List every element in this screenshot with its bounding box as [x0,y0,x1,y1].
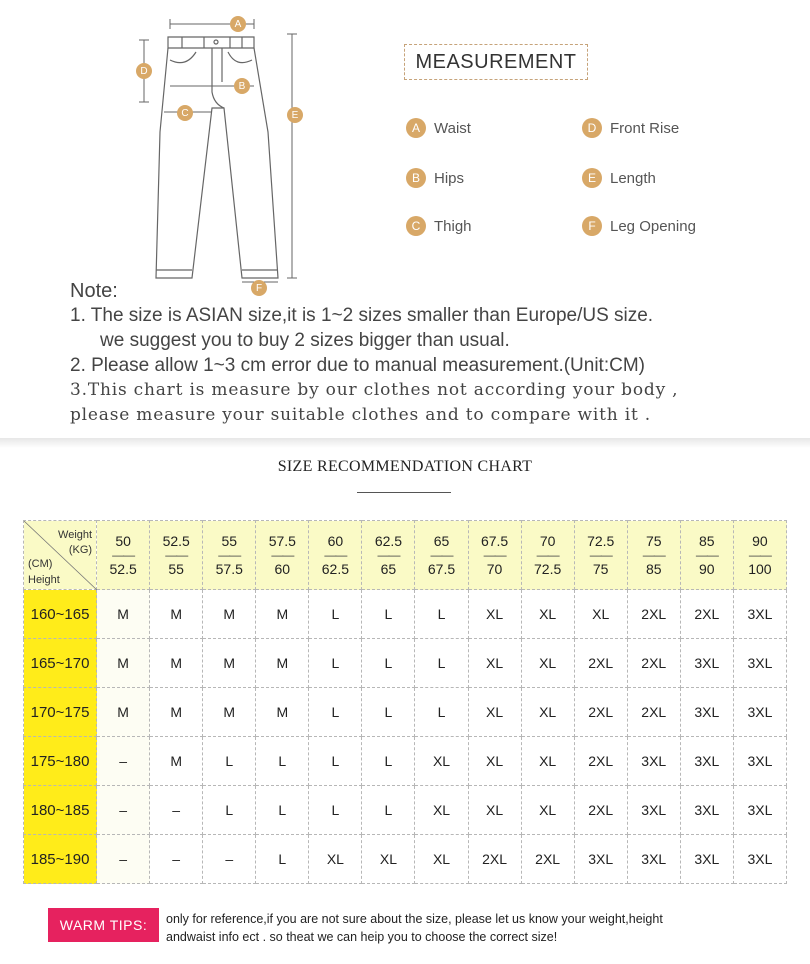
size-cell: M [203,639,256,688]
legend-label-length: Length [610,169,656,187]
note-line-3: 3.This chart is measure by our clothes not according your body , [70,380,679,400]
size-cell: L [256,835,309,884]
size-cell: M [203,688,256,737]
size-cell: L [309,590,362,639]
warm-tips-line-1: only for reference,if you are not sure about the size, please let us know your weight,height [166,912,663,926]
note-block [70,280,790,428]
warm-tips-badge: WARM TIPS: [48,908,159,942]
weight-header-cell [733,521,786,590]
diagram-label-e: E [287,107,303,123]
weight-header-cell [203,521,256,590]
chart-title: SIZE RECOMMENDATION CHART [277,458,533,475]
pants-diagram [130,12,310,297]
size-cell: XL [415,737,468,786]
weight-range [469,534,521,576]
height-range-cell: 185~190 [24,835,97,884]
corner-cm-label: (CM) [28,558,53,570]
weight-min: 75 [645,533,662,549]
weight-range [256,534,308,576]
weight-separator: —— [112,548,135,562]
weight-header-cell [256,521,309,590]
pants-outline-icon [130,12,310,297]
size-cell: 3XL [680,737,733,786]
weight-max: 62.5 [321,561,349,577]
size-cell: L [415,590,468,639]
weight-header-cell [627,521,680,590]
weight-separator: —— [430,548,453,562]
size-cell: L [362,737,415,786]
size-cell: L [362,590,415,639]
weight-max: 55 [168,561,184,577]
legend-label-waist: Waist [434,119,471,137]
weight-max: 85 [645,561,662,577]
weight-range [97,534,149,576]
size-cell: XL [468,737,521,786]
size-cell: – [150,835,203,884]
measurement-legend [406,118,766,238]
diagram-label-c: C [177,105,193,121]
legend-badge-f: F [582,216,602,236]
weight-separator: —— [695,548,718,562]
size-cell: XL [468,688,521,737]
legend-label-hips: Hips [434,169,465,187]
size-cell: 2XL [574,688,627,737]
weight-separator: —— [271,548,294,562]
size-cell: L [415,639,468,688]
size-cell: L [203,786,256,835]
weight-range [734,534,786,576]
size-cell: M [256,590,309,639]
weight-range [203,534,255,576]
diagram-label-a: A [230,16,246,32]
size-cell: 2XL [468,835,521,884]
size-cell: – [97,737,150,786]
legend-item-thigh [406,216,472,236]
size-cell: 3XL [574,835,627,884]
weight-range [575,534,627,576]
size-cell: M [97,688,150,737]
legend-label-thigh: Thigh [434,217,472,235]
legend-badge-e: E [582,168,602,188]
size-cell: L [362,786,415,835]
size-table [23,520,787,884]
size-cell: M [203,590,256,639]
weight-separator: —— [377,548,400,562]
height-range-cell: 170~175 [24,688,97,737]
weight-max: 90 [699,561,715,577]
size-cell: XL [521,786,574,835]
weight-header-cell [97,521,150,590]
size-cell: L [309,688,362,737]
weight-separator: —— [483,548,506,562]
size-cell: XL [574,590,627,639]
weight-header-cell [362,521,415,590]
note-line-1: 1. The size is ASIAN size,it is 1~2 sizes smaller than Europe/US size. [70,305,654,326]
weight-max: 70 [486,561,503,577]
weight-max: 57.5 [215,561,243,577]
legend-badge-d: D [582,118,602,138]
legend-item-front-rise [582,118,679,138]
weight-min: 90 [752,533,768,549]
legend-label-leg-opening: Leg Opening [610,217,696,235]
size-cell: M [97,639,150,688]
legend-badge-c: C [406,216,426,236]
legend-label-front-rise: Front Rise [610,119,680,137]
size-cell: 3XL [733,786,786,835]
legend-item-leg-opening [582,216,696,236]
size-cell: XL [521,688,574,737]
size-cell: 3XL [627,737,680,786]
weight-separator: —— [642,548,665,562]
weight-min: 50 [115,533,131,549]
size-cell: 3XL [733,688,786,737]
weight-range [681,534,733,576]
weight-range [309,534,361,576]
warm-tips-line-2: andwaist info ect . so theat we can heip you to choose the correct size! [166,930,558,944]
table-row [24,590,787,639]
weight-header-cell [680,521,733,590]
size-cell: XL [521,590,574,639]
note-line-1b: we suggest you to buy 2 sizes bigger than usual. [100,330,510,351]
weight-max: 100 [748,561,772,577]
size-cell: XL [415,786,468,835]
size-cell: 3XL [627,786,680,835]
size-cell: XL [521,639,574,688]
diagram-label-f: F [251,280,267,296]
size-cell: L [309,737,362,786]
size-cell: L [309,639,362,688]
size-cell: 2XL [574,786,627,835]
weight-separator: —— [748,548,771,562]
size-cell: 2XL [627,688,680,737]
size-cell: XL [362,835,415,884]
size-cell: XL [309,835,362,884]
weight-min: 55 [221,533,238,549]
weight-max: 52.5 [109,561,137,577]
weight-range [362,534,414,576]
size-cell: L [415,688,468,737]
size-cell: M [97,590,150,639]
corner-kg-label: (KG) [68,544,93,556]
size-cell: M [256,639,309,688]
size-cell: L [203,737,256,786]
height-range-cell: 175~180 [24,737,97,786]
weight-max: 75 [592,561,609,577]
legend-item-waist [406,118,471,138]
weight-range [522,534,574,576]
size-cell: – [150,786,203,835]
size-cell: 3XL [680,688,733,737]
size-cell: M [150,737,203,786]
weight-min: 65 [433,533,450,549]
size-cell: 2XL [627,590,680,639]
size-cell: L [256,737,309,786]
size-cell: 3XL [680,786,733,835]
size-cell: 3XL [680,835,733,884]
size-cell: XL [521,737,574,786]
size-cell: M [150,688,203,737]
weight-header-cell [521,521,574,590]
weight-range [150,534,202,576]
weight-header-cell [415,521,468,590]
weight-min: 62.5 [374,533,403,549]
size-cell: – [203,835,256,884]
weight-separator: —— [589,548,612,562]
weight-header-cell [468,521,521,590]
size-cell: 2XL [627,639,680,688]
table-row [24,688,787,737]
height-range-cell: 180~185 [24,786,97,835]
weight-max: 72.5 [534,561,562,577]
size-cell: – [97,835,150,884]
weight-range [415,534,467,576]
size-cell: L [309,786,362,835]
size-cell: XL [415,835,468,884]
weight-separator: —— [165,548,188,562]
measurement-title: MEASUREMENT [404,44,588,80]
diagram-label-b: B [234,78,250,94]
size-cell: M [150,639,203,688]
table-row [24,786,787,835]
legend-item-length [582,168,656,188]
diagram-label-d: D [136,63,152,79]
table-row [24,639,787,688]
size-cell: – [97,786,150,835]
section-divider [0,438,810,448]
weight-min: 70 [539,533,556,549]
size-cell: 2XL [574,737,627,786]
height-range-cell: 165~170 [24,639,97,688]
weight-separator: —— [536,548,559,562]
weight-max: 67.5 [427,561,456,577]
note-line-2: 2. Please allow 1~3 cm error due to manual measurement.(Unit:CM) [70,355,645,376]
weight-min: 72.5 [587,533,615,549]
note-title: Note: [70,280,118,302]
size-cell: L [362,639,415,688]
weight-separator: —— [218,548,241,562]
size-cell: 2XL [521,835,574,884]
size-cell: 3XL [733,590,786,639]
weight-header-cell [150,521,203,590]
legend-badge-b: B [406,168,426,188]
size-cell: 3XL [733,639,786,688]
weight-header-cell [309,521,362,590]
corner-height-label: Height [28,574,60,586]
weight-min: 85 [699,533,715,549]
note-line-3b: please measure your suitable clothes and to compare with it . [70,405,651,425]
size-cell: 2XL [574,639,627,688]
table-header-row [24,521,787,590]
size-cell: M [256,688,309,737]
weight-min: 52.5 [162,533,190,549]
size-cell: XL [468,639,521,688]
weight-min: 60 [327,533,344,549]
size-cell: L [362,688,415,737]
weight-range [628,534,680,576]
table-corner-cell [24,521,97,590]
legend-badge-a: A [406,118,426,138]
table-row [24,737,787,786]
weight-header-cell [574,521,627,590]
size-cell: 3XL [733,737,786,786]
weight-min: 67.5 [480,533,509,549]
chart-title-underline [357,492,451,493]
size-cell: M [150,590,203,639]
weight-min: 57.5 [268,533,296,549]
size-cell: XL [468,786,521,835]
height-range-cell: 160~165 [24,590,97,639]
weight-separator: —— [324,548,347,562]
size-cell: XL [468,590,521,639]
size-cell: L [256,786,309,835]
legend-item-hips [406,168,464,188]
corner-weight-label: Weight [58,529,93,541]
measurement-section [0,0,810,440]
size-cell: 3XL [733,835,786,884]
size-cell: 2XL [680,590,733,639]
size-cell: 3XL [627,835,680,884]
weight-max: 60 [274,561,291,577]
warm-tips-text [166,910,776,946]
table-row [24,835,787,884]
size-cell: 3XL [680,639,733,688]
weight-max: 65 [380,561,397,577]
